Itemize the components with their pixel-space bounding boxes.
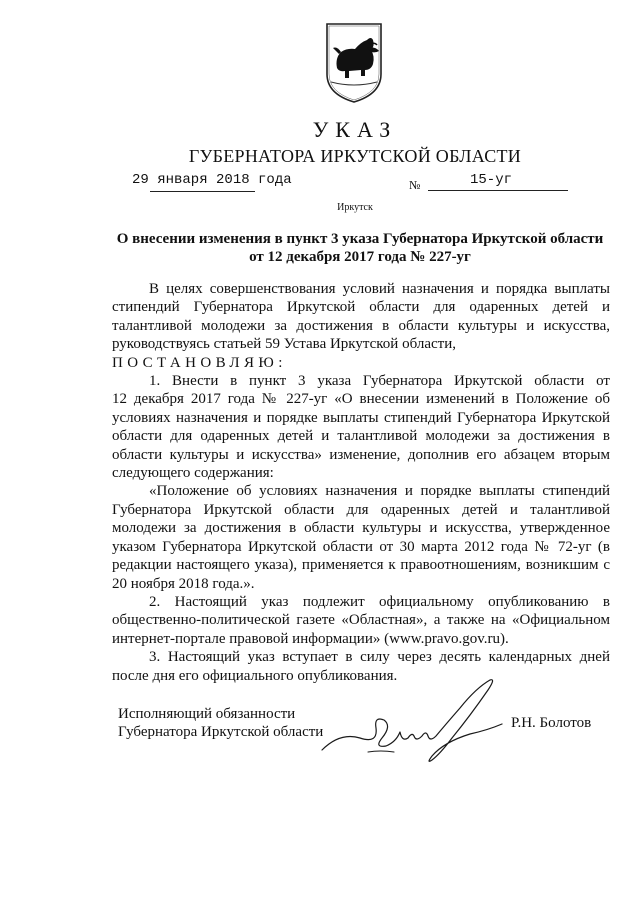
signatory-position xyxy=(118,705,323,741)
preamble-line: руководствуясь статьей 59 Устава Иркутской области, xyxy=(112,336,456,353)
issuer-title: ГУБЕРНАТОРА ИРКУТСКОЙ ОБЛАСТИ xyxy=(188,146,522,166)
item2-line: 2. Настоящий указ подлежит официальному опубликованию в xyxy=(149,593,610,610)
decree-date: 29 января 2018 года xyxy=(132,172,292,188)
item1-line: условиях назначения и порядке выплаты стипендий Губернатора Иркутской xyxy=(112,409,610,426)
item1-line: следующего содержания: xyxy=(112,465,274,482)
heading-line: от 12 декабря 2017 года № 227-уг xyxy=(249,249,471,265)
heading-line: О внесении изменения в пункт 3 указа Губернатора Иркутской области xyxy=(116,231,604,247)
decree-body xyxy=(112,280,610,685)
city-label: Иркутск xyxy=(337,202,373,213)
quote-line: указом Губернатора Иркутской области от 30 марта 2012 года № 72-уг (в xyxy=(112,538,610,555)
quote-line: 20 ноября 2018 года.». xyxy=(112,575,255,592)
number-sign: № xyxy=(409,178,421,192)
document-title: УКАЗ xyxy=(312,117,398,142)
item1-line: 12 декабря 2017 года № 227-уг «О внесении изменений в Положение об xyxy=(112,391,610,408)
preamble-line: талантливой молодежи за достижения в области культуры и искусства, xyxy=(112,317,610,334)
quote-line: редакции настоящего указа), применяется к правоотношениям, возникшим с xyxy=(112,557,610,574)
item1-line: области для одаренных детей и талантливой молодежи за достижения в xyxy=(112,428,610,445)
quote-line: «Положение об условиях назначения и порядке выплаты стипендий xyxy=(149,483,610,500)
position-line: Губернатора Иркутской области xyxy=(118,724,324,740)
coat-of-arms-icon xyxy=(319,18,389,104)
date-underline xyxy=(150,191,255,192)
item2-line: интернет-портале правовой информации» (www.pravo.gov.ru). xyxy=(112,630,509,647)
quote-line: молодежи за достижения в области культуры и искусства, утвержденное xyxy=(112,520,610,537)
position-line: Исполняющий обязанности xyxy=(118,706,296,722)
preamble-line: В целях совершенствования условий назначения и порядка выплаты xyxy=(149,281,610,297)
number-underline xyxy=(428,190,568,191)
item1-line: 1. Внести в пункт 3 указа Губернатора Иркутской области от xyxy=(149,373,610,390)
decree-word: ПОСТАНОВЛЯЮ: xyxy=(112,354,287,371)
item1-line: области культуры и искусства» изменение, дополнив его абзацем вторым xyxy=(112,446,610,463)
quote-line: Губернатора Иркутской области для одаренных детей и талантливой xyxy=(112,501,610,518)
item3-line: после дня его официального опубликования. xyxy=(112,667,398,684)
decree-number: 15-уг xyxy=(470,172,513,188)
decree-heading xyxy=(110,230,610,266)
signatory-name: Р.Н. Болотов xyxy=(511,715,592,731)
item3-line: 3. Настоящий указ вступает в силу через десять календарных дней xyxy=(149,649,610,666)
handwritten-signature xyxy=(320,672,505,772)
preamble-line: стипендий Губернатора Иркутской области для одаренных детей и xyxy=(112,299,610,316)
item2-line: общественно-политической газете «Областная», а также на «Официальном xyxy=(112,612,610,629)
